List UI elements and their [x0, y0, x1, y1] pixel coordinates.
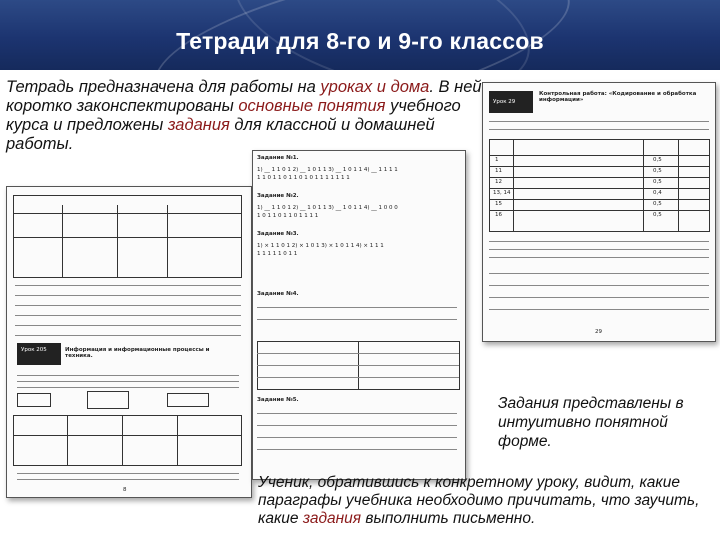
notebook-page-right	[482, 82, 716, 342]
intro-text: для классной и домашней работы.	[6, 116, 435, 153]
task-score: 0,5	[653, 168, 662, 174]
task-label: Задание №4.	[257, 291, 299, 297]
task-number: 13, 14	[493, 190, 511, 196]
task-score: 0,5	[653, 201, 662, 207]
intro-text: учебного курса и предложены	[6, 97, 461, 134]
task-number: 11	[495, 168, 502, 174]
test-heading: Контрольная работа: «Кодирование и обработка информации»	[539, 91, 697, 103]
caption-lesson	[258, 474, 718, 528]
slide-title: Тетради для 8-го и 9-го классов	[176, 28, 544, 54]
task-score: 0,5	[653, 179, 662, 185]
task-label: Задание №3.	[257, 231, 299, 237]
task-number: 1	[495, 157, 499, 163]
caption-highlight: задания	[302, 510, 362, 527]
caption-tasks: Задания представлены в интуитивно понятной форме.	[498, 395, 684, 450]
intro-text: Тетрадь предназначена для работы на	[6, 78, 321, 96]
task-number: 15	[495, 201, 502, 207]
intro-highlight: задания	[167, 116, 230, 134]
title-bar	[0, 0, 720, 70]
page-number: 8	[123, 487, 127, 493]
lesson-label: Урок 205	[21, 347, 47, 353]
intro-highlight: основные понятия	[238, 97, 386, 115]
task-score: 0,5	[653, 157, 662, 163]
task-score: 0,5	[653, 212, 662, 218]
notebook-page-left	[6, 186, 252, 498]
lesson-label: Урок 29	[493, 99, 516, 105]
intro-paragraph	[6, 78, 486, 154]
task-score: 0,4	[653, 190, 662, 196]
task-label: Задание №1.	[257, 155, 299, 161]
caption-text: Ученик, обратившись к конкретному уроку, видит, какие параграфы учебника необходимо причитать, что заучить, какие	[258, 474, 700, 527]
notebook-page-middle: Задание №1. 1) __ 1 1 0 1 2) __ 1 0 1 1 3) __ 1 0 1 1 4) __ 1 1 1 1 1 1 0 1 1 0 1 1 0 1 0 1 1 1 1 1 1 1 Задание №2. 1) __ 1 1 0 1 2) __ 1 0 1 1 3) __ 1 0 1 1 4) __ 1 0 0 0 1 0 1 1 0 1 1 0 1 1 1 1 Задание №3. 1) × 1 1 0 1 2) × 1 0 1 3) × 1 0 1 1 4) × 1 1 1 1 1 1 1 1 0 1 1 Задание №4. Задание №5.	[252, 150, 466, 480]
task-number: 12	[495, 179, 502, 185]
page-number: 29	[595, 329, 602, 335]
task-label: Задание №2.	[257, 193, 299, 199]
intro-highlight: уроках и дома	[320, 78, 430, 96]
caption-text: выполнить письменно.	[361, 510, 536, 527]
task-label: Задание №5.	[257, 397, 299, 403]
task-number: 16	[495, 212, 502, 218]
intro-text: . В ней коротко законспектированы	[6, 78, 482, 115]
lesson-topic: Информация и информационные процессы и техника.	[65, 347, 210, 359]
